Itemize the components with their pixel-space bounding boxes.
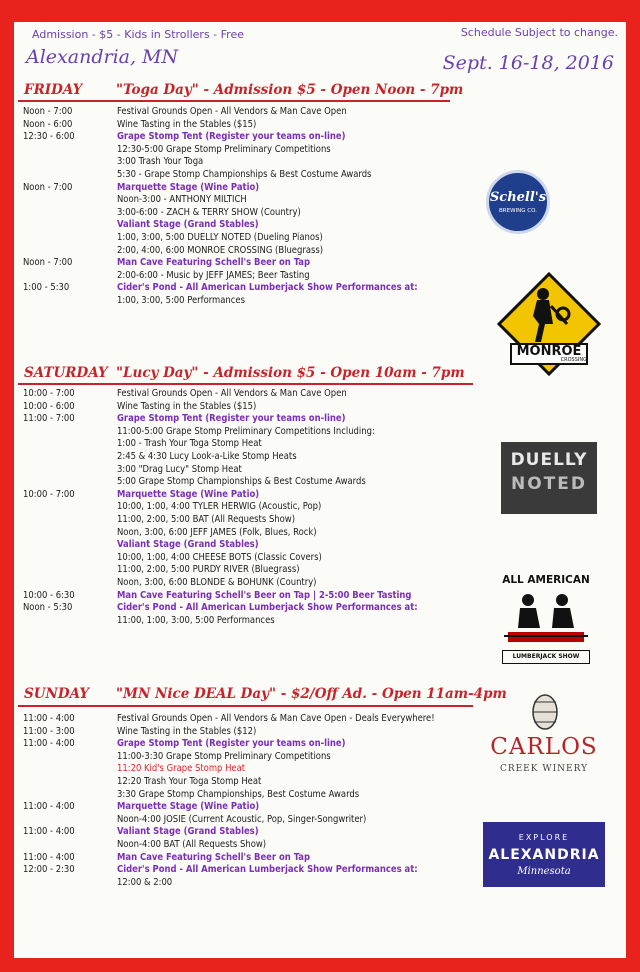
- schedule-notice: Schedule Subject to change.: [460, 26, 618, 39]
- row-event: 1:00 - Trash Your Toga Stomp Heat: [117, 438, 262, 450]
- row-event: 3:30 Grape Stomp Championships, Best Costume Awards: [117, 788, 360, 800]
- row-event: 1:00, 3:00, 5:00 Performances: [117, 295, 245, 306]
- row-event: Festival Grounds Open - All Vendors & Man Cave Open: [117, 106, 347, 117]
- row-event: Festival Grounds Open - All Vendors & Man Cave Open: [117, 388, 347, 399]
- row-time: 12:00 - 2:30: [23, 864, 75, 876]
- row-time: 10:00 - 7:00: [23, 488, 75, 500]
- duelly-noted-logo: DUELLY NOTED: [501, 442, 597, 514]
- row-event: 12:20 Trash Your Toga Stomp Heat: [117, 776, 262, 787]
- row-event: Noon-4:00 BAT (All Requests Show): [117, 839, 267, 850]
- row-time: 11:00 - 3:00: [23, 725, 75, 737]
- row-event: Wine Tasting in the Stables ($12): [117, 725, 257, 737]
- carlos-creek-winery-logo: CARLOS CREEK WINERY: [484, 694, 604, 784]
- admission-note: Admission - $5 - Kids in Strollers - Free: [32, 28, 244, 41]
- row-event: 11:00, 2:00, 5:00 PURDY RIVER (Bluegrass): [117, 564, 300, 576]
- row-event: Marquette Stage (Wine Patio): [117, 488, 260, 500]
- row-event: 12:30-5:00 Grape Stomp Preliminary Competitions: [117, 143, 331, 155]
- row-event: 3:00 "Drag Lucy" Stomp Heat: [117, 463, 242, 475]
- day-name: FRIDAY: [24, 82, 83, 98]
- day-headline: "Toga Day" - Admission $5 - Open Noon - 7pm: [116, 82, 464, 98]
- row-time: 11:00 - 7:00: [23, 413, 75, 425]
- row-event: 11:00, 2:00, 5:00 BAT (All Requests Show): [117, 514, 295, 525]
- row-event: 2:45 & 4:30 Lucy Look-a-Like Stomp Heats: [117, 451, 297, 462]
- row-time: 11:00 - 4:00: [23, 851, 75, 863]
- row-event: Grape Stomp Tent (Register your teams on-line): [117, 413, 346, 425]
- row-event: Man Cave Featuring Schell's Beer on Tap: [117, 257, 311, 269]
- row-event: 3:00 Trash Your Toga: [117, 156, 204, 168]
- explore-alexandria-logo: EXPLORE ALEXANDRIA Minnesota: [483, 822, 605, 887]
- lumberjack-show-logo: ALL AMERICAN LUMBERJACK SHOW: [490, 574, 602, 666]
- monroe-crossing-logo: MONROE CROSSING: [497, 272, 601, 376]
- row-event: 11:00-3:30 Grape Stomp Preliminary Competitions: [117, 750, 331, 762]
- row-event: Cider's Pond - All American Lumberjack Show Performances at:: [117, 602, 418, 614]
- city-title: Alexandria, MN: [26, 46, 179, 68]
- row-time: 12:30 - 6:00: [23, 131, 75, 143]
- row-time: 11:00 - 4:00: [23, 801, 75, 813]
- row-event: Noon, 3:00, 6:00 BLONDE & BOHUNK (Country): [117, 577, 317, 588]
- row-time: 11:00 - 4:00: [23, 738, 75, 750]
- row-event: 3:00-6:00 - ZACH & TERRY SHOW (Country): [117, 206, 301, 218]
- row-event: 1:00, 3:00, 5:00 DUELLY NOTED (Dueling Pianos): [117, 232, 323, 243]
- row-event: Noon-4:00 JOSIE (Current Acoustic, Pop, Singer-Songwriter): [117, 813, 367, 825]
- day-name: SATURDAY: [24, 365, 108, 381]
- day-heading-saturday: [24, 365, 465, 381]
- row-event: Valiant Stage (Grand Stables): [117, 539, 259, 551]
- day-headline: "MN Nice DEAL Day" - $2/Off Ad. - Open 11am-4pm: [116, 686, 507, 702]
- event-dates: Sept. 16-18, 2016: [442, 52, 614, 74]
- row-event: 11:20 Kid's Grape Stomp Heat: [117, 763, 246, 775]
- row-time: Noon - 5:30: [23, 602, 73, 614]
- row-event: Grape Stomp Tent (Register your teams on-line): [117, 738, 346, 750]
- row-event: 10:00, 1:00, 4:00 CHEESE BOTS (Classic Covers): [117, 551, 322, 563]
- row-time: Noon - 7:00: [23, 257, 73, 269]
- day-divider: [18, 383, 473, 385]
- day-name: SUNDAY: [24, 686, 90, 702]
- row-event: Noon, 3:00, 6:00 JEFF JAMES (Folk, Blues, Rock): [117, 526, 317, 538]
- row-event: 10:00, 1:00, 4:00 TYLER HERWIG (Acoustic, Pop): [117, 501, 322, 513]
- day-heading-friday: [24, 82, 463, 98]
- row-event: Noon-3:00 - ANTHONY MILTICH: [117, 194, 247, 206]
- row-time: 10:00 - 7:00: [23, 388, 75, 399]
- day-divider: [18, 705, 473, 707]
- row-event: 11:00, 1:00, 3:00, 5:00 Performances: [117, 614, 275, 626]
- row-event: 2:00, 4:00, 6:00 MONROE CROSSING (Bluegrass): [117, 244, 324, 256]
- row-time: 10:00 - 6:30: [23, 589, 75, 601]
- row-event: Wine Tasting in the Stables ($15): [117, 400, 257, 412]
- row-event: Wine Tasting in the Stables ($15): [117, 118, 257, 130]
- row-event: Valiant Stage (Grand Stables): [117, 219, 259, 231]
- row-event: Marquette Stage (Wine Patio): [117, 801, 260, 813]
- row-time: 11:00 - 4:00: [23, 826, 75, 838]
- row-event: Cider's Pond - All American Lumberjack Show Performances at:: [117, 282, 418, 294]
- row-event: Man Cave Featuring Schell's Beer on Tap | 2-5:00 Beer Tasting: [117, 589, 412, 601]
- day-divider: [18, 100, 450, 102]
- row-time: 1:00 - 5:30: [23, 282, 70, 294]
- row-time: Noon - 6:00: [23, 118, 73, 130]
- row-time: Noon - 7:00: [23, 181, 73, 193]
- row-event: Grape Stomp Tent (Register your teams on-line): [117, 131, 346, 143]
- row-time: 11:00 - 4:00: [23, 713, 75, 724]
- row-time: Noon - 7:00: [23, 106, 73, 117]
- day-heading-sunday: [24, 686, 507, 702]
- schedule-sheet: [14, 22, 626, 958]
- row-event: Valiant Stage (Grand Stables): [117, 826, 259, 838]
- row-event: Man Cave Featuring Schell's Beer on Tap: [117, 851, 311, 863]
- row-event: 5:30 - Grape Stomp Championships & Best Costume Awards: [117, 169, 372, 180]
- row-event: 11:00-5:00 Grape Stomp Preliminary Competitions Including:: [117, 425, 375, 437]
- row-event: 2:00-6:00 - Music by JEFF JAMES; Beer Tasting: [117, 269, 310, 281]
- row-event: Cider's Pond - All American Lumberjack Show Performances at:: [117, 864, 418, 876]
- day-headline: "Lucy Day" - Admission $5 - Open 10am - 7pm: [116, 365, 465, 381]
- row-event: 5:00 Grape Stomp Championships & Best Costume Awards: [117, 476, 366, 488]
- row-event: Festival Grounds Open - All Vendors & Man Cave Open - Deals Everywhere!: [117, 713, 435, 724]
- row-time: 10:00 - 6:00: [23, 400, 75, 412]
- row-event: Marquette Stage (Wine Patio): [117, 181, 260, 193]
- schells-logo: Schell's BREWING CO.: [486, 170, 550, 234]
- row-event: 12:00 & 2:00: [117, 876, 173, 888]
